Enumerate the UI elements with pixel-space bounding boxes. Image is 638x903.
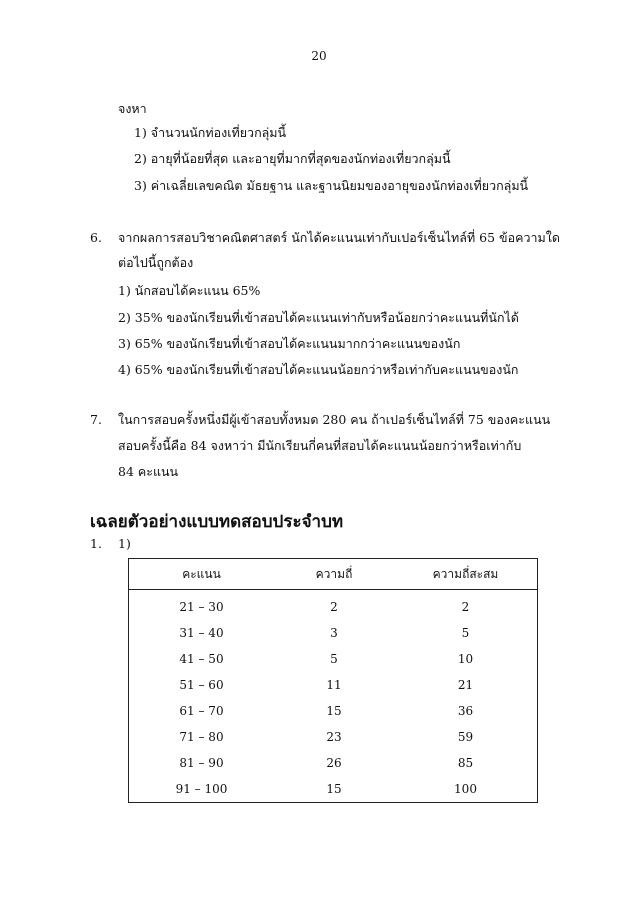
table-row (129, 590, 538, 621)
table-cell: 2 (330, 600, 338, 614)
table-cell: 31 – 40 (179, 626, 224, 640)
answer-option: 4) 65% ของนักเรียนที่เข้าสอบได้คะแนนน้อยกว่าหรือเท่ากับคะแนนของนัก (118, 362, 519, 377)
table-cell: 61 – 70 (179, 704, 224, 718)
table-cell: 2 (461, 600, 470, 614)
answer-subnumber: 1) (118, 536, 131, 551)
question-text: ในการสอบครั้งหนึ่งมีผู้เข้าสอบทั้งหมด 280 คน ถ้าเปอร์เซ็นไทล์ที่ 75 ของคะแนน (118, 412, 551, 427)
table-cell: 36 (457, 704, 474, 718)
table-row (129, 724, 538, 750)
table-cell: 41 – 50 (179, 652, 224, 666)
column-header-score: คะแนน (129, 559, 275, 590)
answer-number: 1. (90, 536, 102, 551)
page-number: 20 (311, 49, 327, 63)
table-cell: 91 – 100 (129, 776, 275, 803)
table-cell: 15 (274, 776, 394, 803)
answers-heading: เฉลยตัวอย่างแบบทดสอบประจำบท (90, 512, 344, 532)
table-row (129, 750, 538, 776)
table-cell: 71 – 80 (179, 730, 224, 744)
table-row (129, 698, 538, 724)
table-row (129, 620, 538, 646)
table-cell: 11 (326, 678, 342, 692)
table-cell: 3 (330, 626, 338, 640)
table-cell: 15 (326, 704, 342, 718)
column-header-frequency: ความถี่ (274, 559, 394, 590)
answer-option: 3) 65% ของนักเรียนที่เข้าสอบได้คะแนนมากกว่าคะแนนของนัก (118, 336, 461, 351)
find-item: 2) อายุที่น้อยที่สุด และอายุที่มากที่สุดของนักท่องเที่ยวกลุ่มนี้ (134, 151, 451, 166)
table-cell: 100 (394, 776, 538, 803)
question-text: 84 คะแนน (118, 464, 179, 479)
question-text: จากผลการสอบวิชาคณิตศาสตร์ นักได้คะแนนเท่ากับเปอร์เซ็นไทล์ที่ 65 ข้อความใด (118, 230, 560, 245)
question-text: ต่อไปนี้ถูกต้อง (118, 255, 194, 270)
table-header-row (129, 559, 538, 590)
question-number: 6. (90, 230, 102, 245)
find-intro: จงหา (118, 101, 147, 116)
column-header-cumulative-frequency: ความถี่สะสม (394, 559, 538, 590)
answer-option: 1) นักสอบได้คะแนน 65% (118, 283, 261, 298)
question-number: 7. (90, 412, 102, 427)
table-row (129, 776, 538, 803)
table-cell: 81 – 90 (179, 756, 224, 770)
table-cell: 23 (326, 730, 342, 744)
question-text: สอบครั้งนี้คือ 84 จงหาว่า มีนักเรียนกี่คนที่สอบได้คะแนนน้อยกว่าหรือเท่ากับ (118, 438, 522, 453)
table-cell: 59 (457, 730, 474, 744)
find-item: 1) จำนวนนักท่องเที่ยวกลุ่มนี้ (134, 125, 287, 140)
table-cell: 5 (330, 652, 338, 666)
table-cell: 85 (457, 756, 474, 770)
table-cell: 5 (461, 626, 470, 640)
table-cell: 10 (457, 652, 474, 666)
answer-option: 2) 35% ของนักเรียนที่เข้าสอบได้คะแนนเท่ากับหรือน้อยกว่าคะแนนที่นักได้ (118, 310, 519, 325)
table-cell: 21 (457, 678, 474, 692)
table-row (129, 646, 538, 672)
table-cell: 51 – 60 (179, 678, 224, 692)
frequency-table (128, 558, 538, 803)
table-cell: 21 – 30 (179, 600, 224, 614)
table-cell: 26 (326, 756, 342, 770)
table-row (129, 672, 538, 698)
find-item: 3) ค่าเฉลี่ยเลขคณิต มัธยฐาน และฐานนิยมของอายุของนักท่องเที่ยวกลุ่มนี้ (134, 178, 529, 193)
